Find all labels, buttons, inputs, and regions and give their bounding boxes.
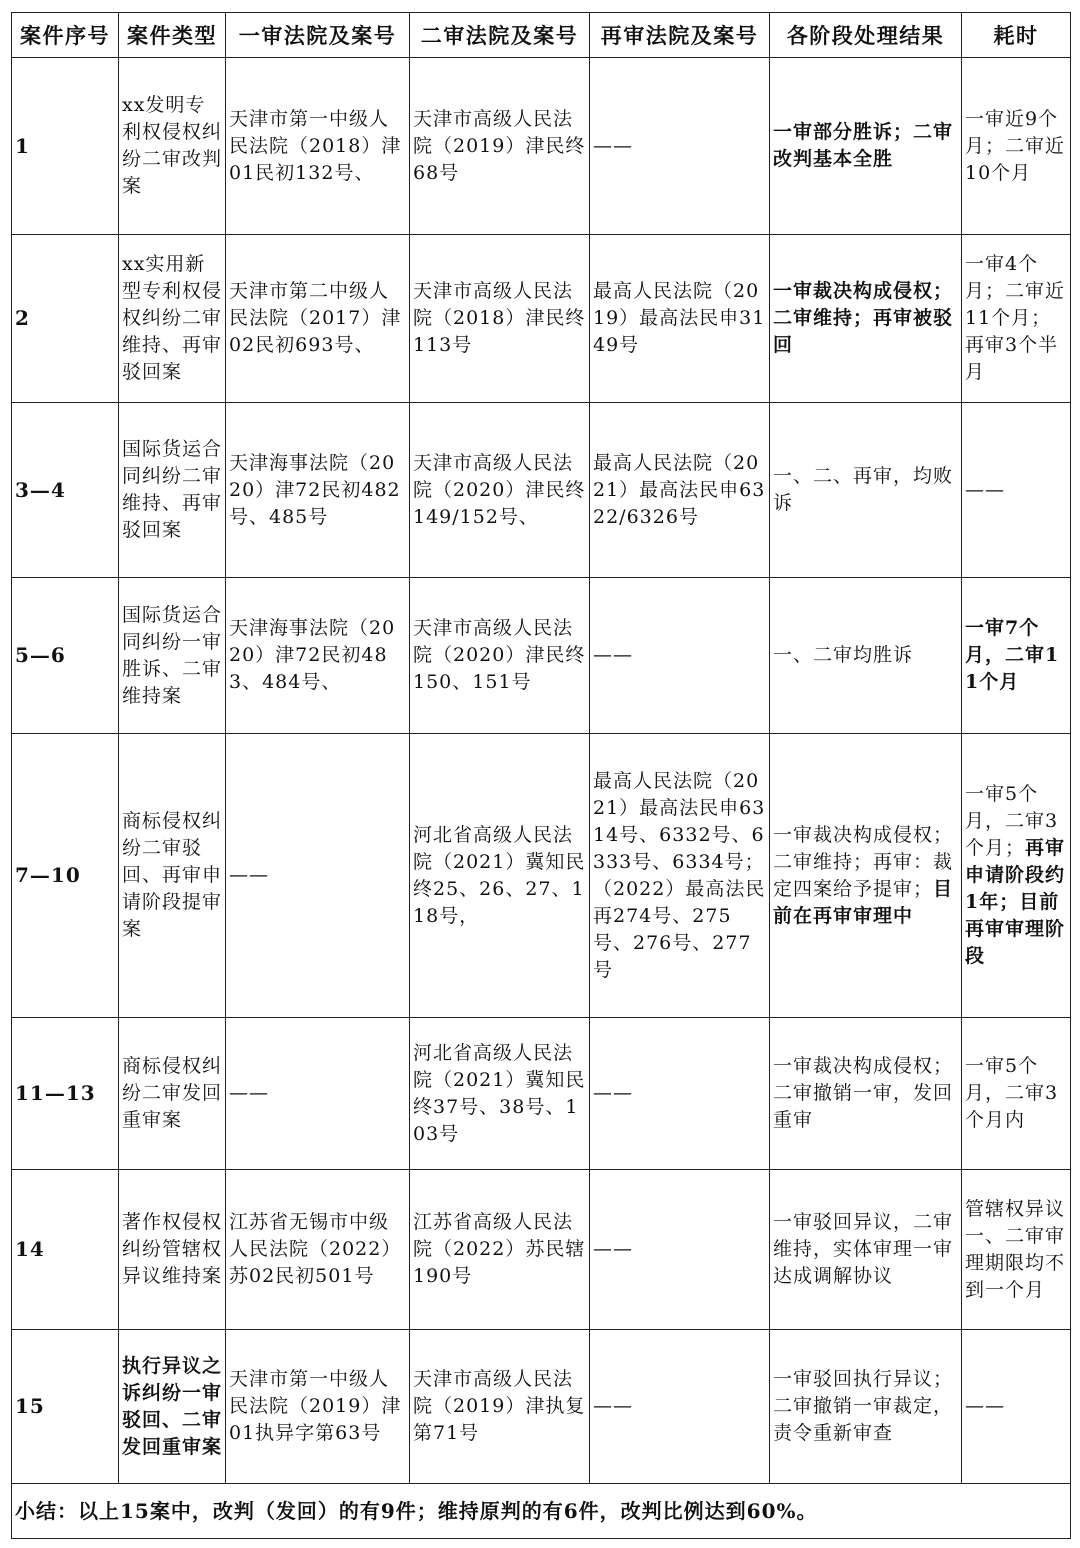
first-instance: 天津市第一中级人民法院（2019）津01执异字第63号 [226,1330,410,1484]
header-row [12,13,1071,58]
time-taken: 一审5个月，二审3个月内 [962,1018,1071,1170]
first-instance: 天津海事法院（2020）津72民初483、484号、 [226,578,410,734]
header-case-type: 案件类型 [119,13,226,58]
retrial: —— [590,578,770,734]
case-no: 14 [12,1170,119,1330]
time-part-bold: 再审申请阶段约1年；目前再审审理阶段 [965,837,1066,967]
header-results: 各阶段处理结果 [770,13,962,58]
header-retrial: 再审法院及案号 [590,13,770,58]
result: 一、二、再审，均败诉 [770,403,962,578]
result: 一审部分胜诉；二审改判基本全胜 [770,58,962,235]
second-instance: 天津市高级人民法院（2020）津民终149/152号、 [410,403,590,578]
second-instance: 天津市高级人民法院（2018）津民终113号 [410,235,590,403]
table-row [12,58,1071,235]
case-type: xx实用新型专利权侵权纠纷二审维持、再审驳回案 [119,235,226,403]
result: 一审裁决构成侵权；二审维持；再审被驳回 [770,235,962,403]
result: 一审驳回执行异议；二审撤销一审裁定，责令重新审查 [770,1330,962,1484]
result: 一审裁决构成侵权；二审撤销一审，发回重审 [770,1018,962,1170]
second-instance: 河北省高级人民法院（2021）冀知民终25、26、27、118号， [410,734,590,1018]
case-type: 著作权侵权纠纷管辖权异议维持案 [119,1170,226,1330]
second-instance: 天津市高级人民法院（2019）津民终68号 [410,58,590,235]
time-taken [962,734,1071,1018]
first-instance: —— [226,1018,410,1170]
case-no: 3—4 [12,403,119,578]
table-row [12,1330,1071,1484]
retrial: 最高人民法院（2019）最高法民申3149号 [590,235,770,403]
header-time: 耗时 [962,13,1071,58]
result-part: 一审裁决构成侵权；二审维持；再审：裁定四案给予提审； [773,823,954,900]
retrial: —— [590,1330,770,1484]
table-row [12,403,1071,578]
case-no: 2 [12,235,119,403]
first-instance: 江苏省无锡市中级人民法院（2022）苏02民初501号 [226,1170,410,1330]
second-instance: 河北省高级人民法院（2021）冀知民终37号、38号、103号 [410,1018,590,1170]
first-instance: 天津市第一中级人民法院（2018）津01民初132号、 [226,58,410,235]
case-no: 11—13 [12,1018,119,1170]
summary-row [12,1484,1071,1539]
case-type: 国际货运合同纠纷二审维持、再审驳回案 [119,403,226,578]
case-table [11,12,1071,1539]
table-row [12,1018,1071,1170]
header-case-no: 案件序号 [12,13,119,58]
retrial: 最高人民法院（2021）最高法民申6314号、6332号、6333号、6334号；（2022）最高法民再274号、275号、276号、277号 [590,734,770,1018]
case-no: 5—6 [12,578,119,734]
first-instance: —— [226,734,410,1018]
case-type: 商标侵权纠纷二审驳回、再审申请阶段提审案 [119,734,226,1018]
case-table-container [11,12,1070,1539]
time-taken: —— [962,1330,1071,1484]
case-type: 执行异议之诉纠纷一审驳回、二审发回重审案 [119,1330,226,1484]
first-instance: 天津海事法院（2020）津72民初482号、485号 [226,403,410,578]
result-part-bold: 目前在再审审理中 [773,877,954,927]
table-row [12,578,1071,734]
result [770,734,962,1018]
header-second-instance: 二审法院及案号 [410,13,590,58]
time-taken: 管辖权异议一、二审审理期限均不到一个月 [962,1170,1071,1330]
retrial: —— [590,1018,770,1170]
result: 一审驳回异议，二审维持，实体审理一审达成调解协议 [770,1170,962,1330]
time-taken: 一审4个月；二审近11个月；再审3个半月 [962,235,1071,403]
case-no: 1 [12,58,119,235]
retrial: —— [590,58,770,235]
summary-text: 小结：以上15案中，改判（发回）的有9件；维持原判的有6件，改判比例达到60%。 [12,1484,1071,1539]
second-instance: 天津市高级人民法院（2019）津执复第71号 [410,1330,590,1484]
time-taken: 一审近9个月；二审近10个月 [962,58,1071,235]
retrial: —— [590,1170,770,1330]
result: 一、二审均胜诉 [770,578,962,734]
header-first-instance: 一审法院及案号 [226,13,410,58]
second-instance: 天津市高级人民法院（2020）津民终150、151号 [410,578,590,734]
time-part: 一审5个月，二审3个月； [965,783,1059,859]
first-instance: 天津市第二中级人民法院（2017）津02民初693号、 [226,235,410,403]
time-taken: 一审7个月，二审11个月 [962,578,1071,734]
case-type: 国际货运合同纠纷一审胜诉、二审维持案 [119,578,226,734]
table-row [12,1170,1071,1330]
case-no: 7—10 [12,734,119,1018]
case-type: xx发明专利权侵权纠纷二审改判案 [119,58,226,235]
case-type: 商标侵权纠纷二审发回重审案 [119,1018,226,1170]
table-row [12,235,1071,403]
second-instance: 江苏省高级人民法院（2022）苏民辖190号 [410,1170,590,1330]
table-row [12,734,1071,1018]
retrial: 最高人民法院（2021）最高法民申6322/6326号 [590,403,770,578]
case-no: 15 [12,1330,119,1484]
time-taken: —— [962,403,1071,578]
